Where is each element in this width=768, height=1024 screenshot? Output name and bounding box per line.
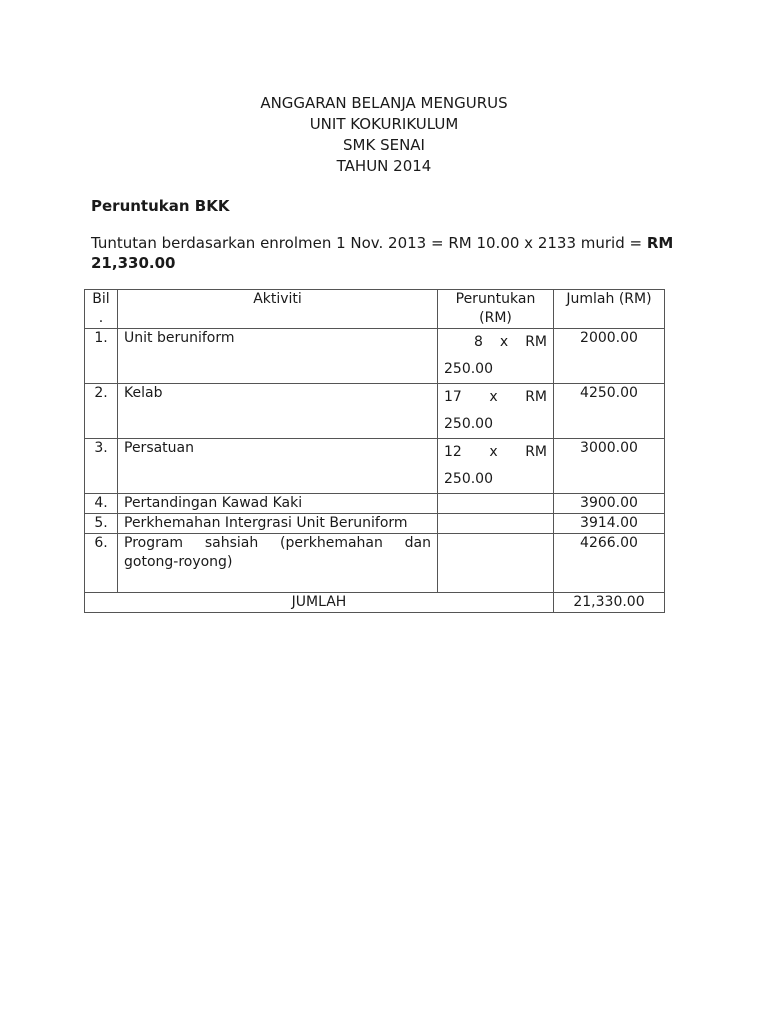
cell-peruntukan [438, 439, 554, 494]
per-count: 17 [444, 389, 462, 405]
cell-peruntukan [438, 329, 554, 384]
per-rate: 250.00 [444, 471, 493, 487]
title-line-2: UNIT KOKURIKULUM [309, 115, 459, 133]
title-line-4: TAHUN 2014 [336, 157, 432, 175]
cell-aktiviti: Persatuan [118, 439, 438, 494]
cell-bil: 4. [85, 494, 118, 514]
cell-peruntukan [438, 494, 554, 514]
per-count: 12 [444, 444, 462, 460]
cell-aktiviti: Pertandingan Kawad Kaki [118, 494, 438, 514]
section-heading: Peruntukan BKK [91, 197, 230, 215]
per-rate: 250.00 [444, 361, 493, 377]
total-row [85, 593, 665, 613]
budget-table [84, 289, 665, 613]
table-row [85, 329, 665, 384]
cell-jumlah: 4250.00 [554, 384, 665, 439]
header-peruntukan: Peruntukan (RM) [438, 290, 554, 329]
cell-aktiviti [118, 534, 438, 593]
per-times: x [489, 444, 498, 460]
cell-bil: 5. [85, 514, 118, 534]
claim-text: Tuntutan berdasarkan enrolmen 1 Nov. 2013 = RM 10.00 x 2133 murid = [91, 234, 647, 252]
cell-peruntukan [438, 514, 554, 534]
per-times: x [499, 334, 509, 350]
cell-bil: 6. [85, 534, 118, 593]
per-currency: RM [525, 444, 547, 460]
claim-statement [91, 233, 691, 273]
cell-peruntukan [438, 534, 554, 593]
total-value: 21,330.00 [554, 593, 665, 613]
cell-aktiviti: Unit beruniform [118, 329, 438, 384]
table-row [85, 494, 665, 514]
header-bil: Bil . [85, 290, 118, 329]
title-line-1: ANGGARAN BELANJA MENGURUS [260, 94, 508, 112]
cell-jumlah: 4266.00 [554, 534, 665, 593]
table-row [85, 514, 665, 534]
claim-amount: RM 21,330.00 [91, 234, 674, 272]
cell-bil: 1. [85, 329, 118, 384]
table-header-row [85, 290, 665, 329]
per-count: 8 [474, 334, 483, 350]
cell-jumlah: 2000.00 [554, 329, 665, 384]
header-aktiviti: Aktiviti [118, 290, 438, 329]
cell-aktiviti: Perkhemahan Intergrasi Unit Beruniform [118, 514, 438, 534]
document-title [0, 93, 768, 177]
cell-jumlah: 3900.00 [554, 494, 665, 514]
per-currency: RM [525, 334, 547, 350]
total-label: JUMLAH [85, 593, 554, 613]
title-line-3: SMK SENAI [343, 136, 425, 154]
cell-peruntukan [438, 384, 554, 439]
per-rate: 250.00 [444, 416, 493, 432]
per-currency: RM [525, 389, 547, 405]
table-row [85, 384, 665, 439]
header-jumlah: Jumlah (RM) [554, 290, 665, 329]
table-row [85, 439, 665, 494]
cell-bil: 3. [85, 439, 118, 494]
per-times: x [489, 389, 498, 405]
cell-jumlah: 3914.00 [554, 514, 665, 534]
cell-aktiviti-text: Program sahsiah (perkhemahan dan gotong-royong) [124, 535, 431, 570]
cell-aktiviti: Kelab [118, 384, 438, 439]
cell-jumlah: 3000.00 [554, 439, 665, 494]
table-row [85, 534, 665, 593]
cell-bil: 2. [85, 384, 118, 439]
